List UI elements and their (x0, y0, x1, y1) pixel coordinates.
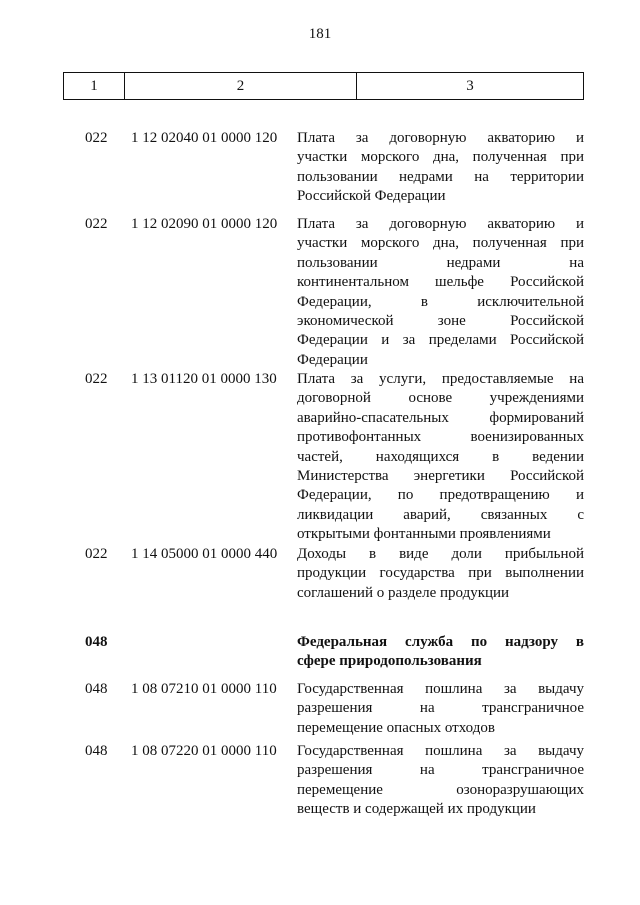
description-line: ликвидации аварий, связанных с (297, 506, 584, 523)
description-line: перемещение озоноразрушающих (297, 781, 584, 798)
row-description (297, 545, 584, 603)
description-line: Государственная пошлина за выдачу (297, 743, 584, 759)
description-line: пользовании недрами на территории (297, 168, 584, 185)
header-cell-3: 3 (466, 77, 474, 94)
row-classification-code: 1 08 07210 01 0000 110 (131, 681, 277, 697)
description-line: разрешения на трансграничное (297, 762, 584, 779)
description-line: Федерации, по предотвращению и (297, 487, 584, 504)
description-line: разрешения на трансграничное (297, 700, 584, 717)
description-line: Федерации, в исключительной (297, 293, 584, 310)
row-description (297, 370, 584, 545)
row-code: 048 (85, 743, 108, 759)
row-code: 022 (85, 371, 108, 387)
row-code: 022 (85, 546, 108, 562)
description-line: Государственная пошлина за выдачу (297, 681, 584, 697)
description-line: Федерации (297, 351, 368, 368)
description-line: открытыми фонтанными проявлениями (297, 526, 551, 543)
description-line: Федерации и за пределами Российской (297, 332, 584, 349)
description-line: договорной основе учреждениями (297, 390, 584, 407)
description-line: Министерства энергетики Российской (297, 468, 584, 485)
row-description (297, 633, 584, 672)
row-description (297, 215, 584, 370)
description-line: участки морского дна, полученная при (297, 235, 584, 252)
table-header (63, 72, 584, 100)
description-line: пользовании недрами на (297, 254, 584, 271)
row-classification-code: 1 12 02090 01 0000 120 (131, 216, 278, 232)
row-description (297, 129, 584, 207)
row-classification-code: 1 12 02040 01 0000 120 (131, 130, 278, 146)
description-line: Плата за услуги, предоставляемые на (297, 371, 584, 387)
description-line: Российской Федерации (297, 188, 446, 205)
description-line: континентальном шельфе Российской (297, 274, 584, 291)
description-line: участки морского дна, полученная при (297, 149, 584, 166)
row-classification-code: 1 14 05000 01 0000 440 (131, 546, 278, 562)
row-description (297, 680, 584, 738)
description-line: частей, находящихся в ведении (297, 448, 584, 465)
description-line: противофонтанных военизированных (297, 429, 584, 446)
page-number: 181 (308, 26, 332, 42)
description-line: Плата за договорную акваторию и (297, 216, 584, 232)
row-code: 048 (85, 681, 108, 697)
row-code: 048 (85, 634, 108, 650)
header-cell-2: 2 (125, 73, 357, 99)
description-line: Плата за договорную акваторию и (297, 130, 584, 146)
row-code: 022 (85, 216, 108, 232)
description-line: Федеральная служба по надзору в (297, 634, 584, 650)
description-line: веществ и содержащей их продукции (297, 801, 536, 818)
description-line: соглашений о разделе продукции (297, 584, 510, 601)
description-line: экономической зоне Российской (297, 313, 584, 330)
description-line: перемещение опасных отходов (297, 719, 495, 736)
row-classification-code: 1 13 01120 01 0000 130 (131, 371, 277, 387)
header-cell-1: 1 (64, 73, 125, 99)
description-line: Доходы в виде доли прибыльной (297, 546, 584, 562)
row-code: 022 (85, 130, 108, 146)
description-line: аварийно-спасательных формирований (297, 409, 584, 426)
description-line: продукции государства при выполнении (297, 565, 584, 582)
row-description (297, 742, 584, 820)
description-line: сфере природопользования (297, 653, 482, 670)
row-classification-code: 1 08 07220 01 0000 110 (131, 743, 277, 759)
